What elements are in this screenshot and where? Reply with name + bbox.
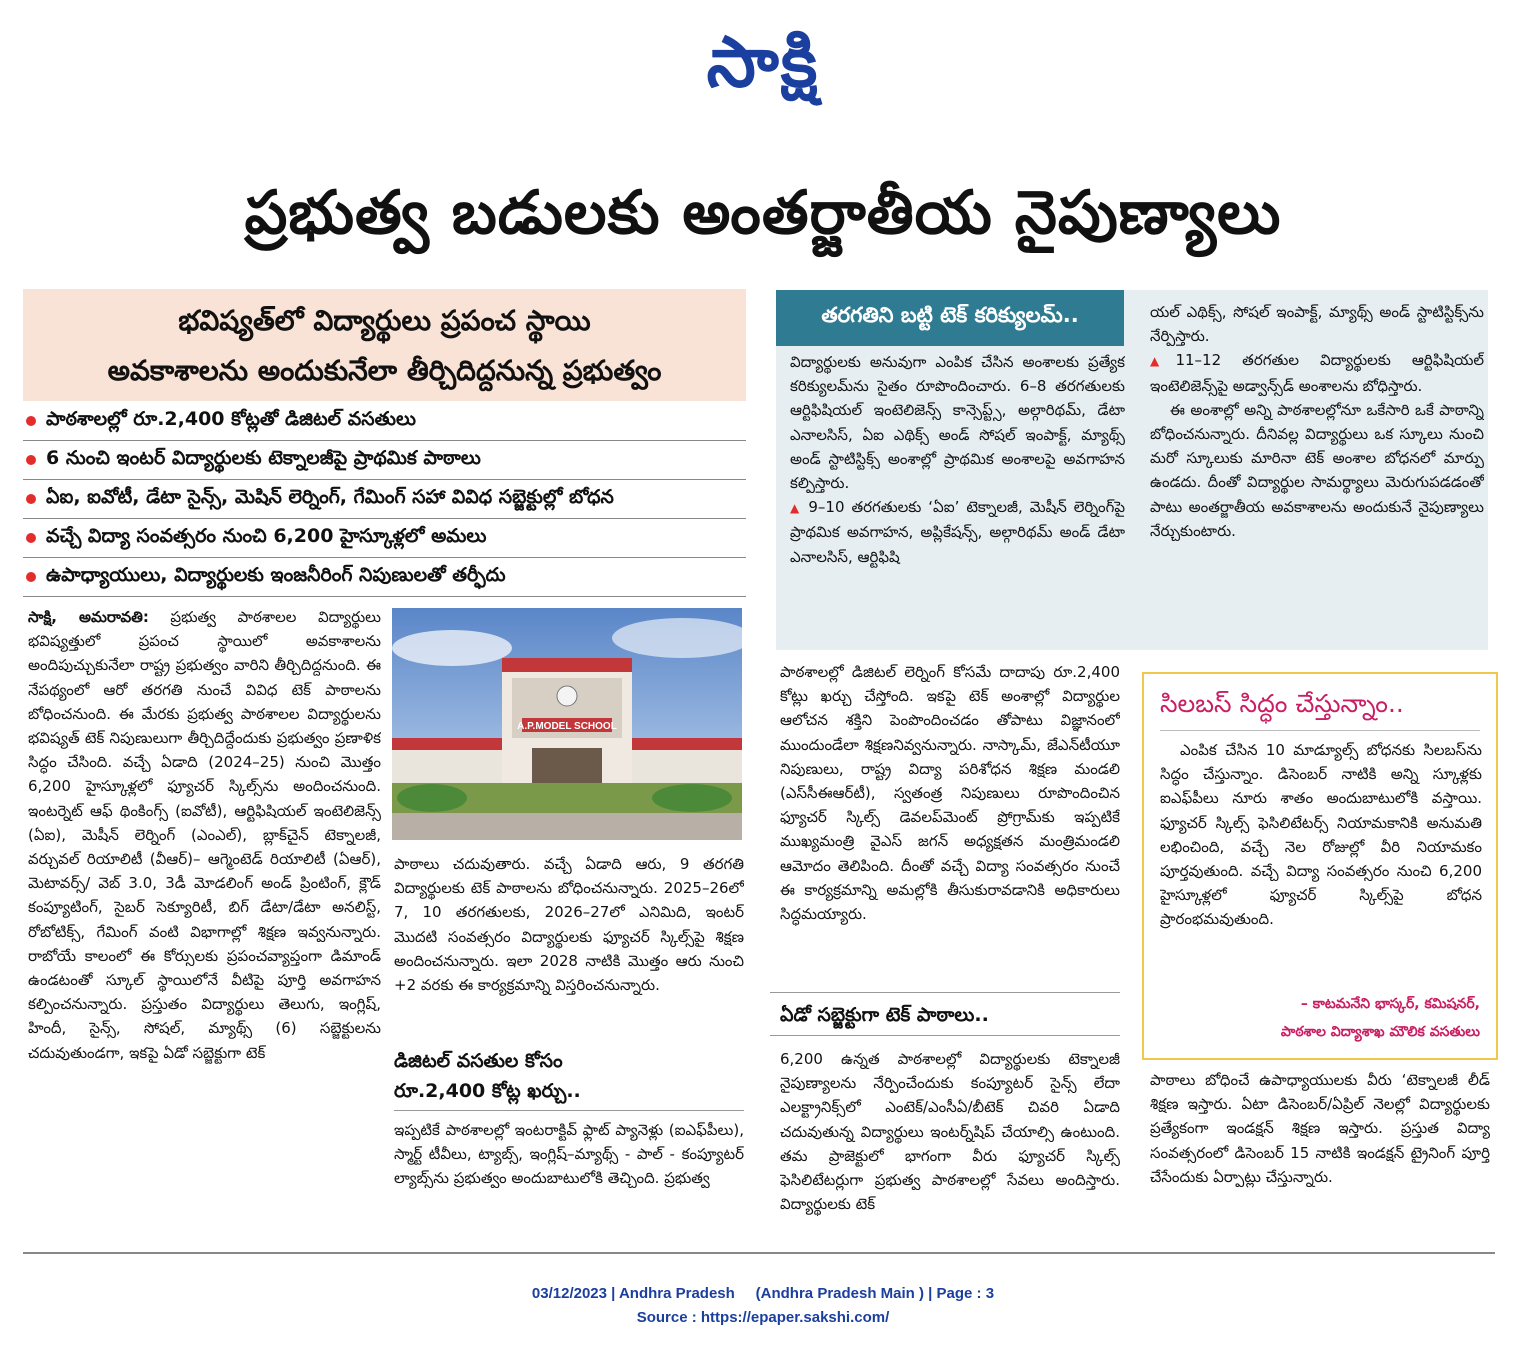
bullet-item <box>23 480 746 519</box>
subheadline-line1: భవిష్యత్‌లో విద్యార్థులు ప్రపంచ స్థాయి <box>178 304 591 337</box>
bullet-dot-icon <box>26 494 36 504</box>
syllabus-title: సిలబస్‌ సిద్ధం చేస్తున్నాం.. <box>1160 689 1404 718</box>
article-column-2 <box>394 852 744 1050</box>
column-1-text: ప్రభుత్వ పాఠశాలల విద్యార్థులు భవిష్యత్తులో ప్రపంచ స్థాయిలో అవకాశాలను అందిపుచ్చుకునేలా రాష్ట్ర ప్రభుత్వం వారిని తీర్చిదిద్దనుంది. ఈ నేపథ్యంలో ఆరో తరగతి నుంచే వివిధ టెక్‌ పాఠాలను బోధించనుంది. ఈ మేరకు ప్రభుత్వ పాఠశాలల విద్యార్థులను భవిష్యత్‌ టెక్‌ నిపుణులుగా తీర్చిదిద్దేందుకు ప్రభుత్వం ప్రణాళిక సిద్ధం చేసింది. వచ్చే ఏడాది (2024–25) నుంచి మొత్తం 6,200 హైస్కూళ్లలో ఫ్యూచర్‌ స్కిల్స్‌ను అందించనుంది. ఇంటర్నెట్‌ ఆఫ్‌ థింకింగ్స్‌ (ఐవోటీ), ఆర్టిఫిషియల్‌ ఇంటెలిజెన్స్‌ (ఏఐ), మెషీన్‌ లెర్నింగ్‌ (ఎంఎల్‌), బ్లాక్‌చైన్‌ టెక్నాలజీ, వర్చువల్‌ రియాలిటీ (వీఆర్‌)– ఆగ్మెంటెడ్‌ రియాలిటీ (ఏఆర్‌), మెటావర్స్‌/ వెబ్‌ 3.0, 3డీ మోడలింగ్‌ అండ్‌ ప్రింటింగ్, క్లౌడ్‌ కంప్యూటింగ్, సైబర్‌ సెక్యూరిటీ, బిగ్‌ డేటా/డేటా అనలిస్ట్, రోబోటిక్స్, గేమింగ్‌ వంటి విభాగాల్లో శిక్షణ ఇవ్వనున్నారు. రాబోయే కాలంలో ఈ కోర్సులకు ప్రపంచవ్యాప్తంగా డిమాండ్‌ ఉండటంతో స్కూల్‌ స్థాయిలోనే వీటిపై పూర్తి అవగాహన కల్పించనున్నారు. ప్రస్తుతం విద్యార్థులు తెలుగు, ఇంగ్లిష్, హిందీ, సైన్స్, సోషల్, మ్యాథ్స్‌ (6) సబ్జెక్టులను చదువుతుండగా, ఇకపై ఏడో సబ్జెక్టుగా టెక్‌ <box>28 608 381 1062</box>
tech-para-5: ఈ అంశాల్లో అన్ని పాఠశాలల్లోనూ ఒకేసారి ఒకే పాఠాన్ని బోధించనున్నారు. దీనివల్ల విద్యార్థులు ఒక స్కూలు నుంచి మరో స్కూలుకు మారినా టెక్‌ అంశాల బోధనలో మార్పు ఉండదు. దీంతో విద్యార్థుల సామర్థ్యాలు మెరుగుపడడంతో పాటు అంతర్జాతీయ అవకాశాలను అందుకునే నైపుణ్యాలు నేర్చుకుంటారు. <box>1150 400 1484 540</box>
digital-facilities-heading <box>394 1046 744 1106</box>
footer-edition-line: 03/12/2023 | Andhra Pradesh (Andhra Pradesh Main ) | Page : 3 <box>531 1285 995 1302</box>
subheadline-line2: అవకాశాలను అందుకునేలా తీర్చిదిద్దనున్న ప్రభుత్వం <box>107 354 662 387</box>
column-3-text: పాఠశాలల్లో డిజిటల్‌ లెర్నింగ్‌ కోసమే దాదాపు రూ.2,400 కోట్లు ఖర్చు చేస్తోంది. ఇకపై టెక్‌ అంశాల్లో విద్యార్థుల ఆలోచన శక్తిని పెంపొందించడం తోపాటు విజ్ఞానంలో ముందుండేలా శిక్షణనివ్వనున్నారు. నాస్కామ్, జేఎన్‌టీయూ నిపుణులు, రాష్ట్ర విద్యా పరిశోధన శిక్షణ మండలి (ఎస్‌సీఈఆర్‌టీ), స్వతంత్ర నిపుణులు రూపొందించిన ఫ్యూచర్‌ స్కిల్స్‌ డెవలప్‌మెంట్‌ ప్రోగ్రామ్‌కు ఇప్పటికే ముఖ్యమంత్రి వైఎస్‌ జగన్‌ అధ్యక్షతన మంత్రిమండలి ఆమోదం తెలిపింది. దీంతో వచ్చే విద్యా సంవత్సరం నుంచే ఈ కార్యక్రమాన్ని అమల్లోకి తీసుకురావడానికి అధికారులు సిద్ధమయ్యారు. <box>780 663 1120 924</box>
article-column-3 <box>780 660 1120 980</box>
tech-curriculum-right-text <box>1150 300 1484 635</box>
signature-line2: పాఠశాల విద్యాశాఖ మౌలిక వసతులు <box>1280 1024 1480 1040</box>
building-sign: A.P.MODEL SCHOOL <box>517 721 617 732</box>
tech-para-3: యల్‌ ఎథిక్స్, సోషల్‌ ఇంపాక్ట్, మ్యాథ్స్‌ అండ్‌ స్టాటిస్టిక్స్‌ను నేర్పిస్తారు. <box>1150 303 1484 346</box>
bullet-text: ఉపాధ్యాయులు, విద్యార్థులకు ఇంజనీరింగ్‌ నిపుణులతో తర్ఫీదు <box>46 563 506 586</box>
column-2-text: పాఠాలు చదువుతారు. వచ్చే ఏడాది ఆరు, 9 తరగతి విద్యార్థులకు టెక్‌ పాఠాలను బోధించనున్నారు. 2025–26లో 7, 10 తరగతులకు, 2026–27లో ఎనిమిది, ఇంటర్‌ మొదటి సంవత్సరం విద్యార్థులకు ఫ్యూచర్‌ స్కిల్స్‌పై శిక్షణ అందించనున్నారు. ఇలా 2028 నాటికి మొత్తం ఆరు నుంచి +2 వరకు ఈ కార్యక్రమాన్ని విస్తరించనున్నారు. <box>394 855 744 995</box>
digital-heading-line2: రూ.2,400 కోట్ల ఖర్చు.. <box>394 1080 581 1102</box>
highlight-bullets <box>23 402 746 597</box>
section-divider <box>770 992 1120 993</box>
triangle-bullet-icon: ▲ <box>790 501 802 516</box>
school-building-illustration <box>392 608 742 840</box>
bullet-item <box>23 519 746 558</box>
article-column-4 <box>1150 1068 1490 1243</box>
seventh-subject-heading: ఏడో సబ్జెక్టుగా టెక్‌ పాఠాలు.. <box>780 1004 989 1026</box>
column-3-text-2: 6,200 ఉన్నత పాఠశాలల్లో విద్యార్థులకు టెక్నాలజీ నైపుణ్యాలను నేర్పించేందుకు కంప్యూటర్‌ సైన్స్‌ లేదా ఎలక్ట్రానిక్స్‌లో ఎంటెక్‌/ఎంసీఏ/బీటెక్‌ చివరి ఏడాది చదువుతున్న విద్యార్థులు ఇంటర్న్‌షిప్‌ చేయాల్సి ఉంటుంది. తమ ప్రాజెక్టులో భాగంగా వీరు ఫ్యూచర్‌ స్కిల్స్‌ ఫెసిలిటేటర్లుగా ప్రభుత్వ పాఠశాలల్లో సేవలు అందిస్తారు. విద్యార్థులకు టెక్‌ <box>780 1050 1120 1214</box>
bullet-dot-icon <box>26 455 36 465</box>
bullet-text: పాఠశాలల్లో రూ.2,400 కోట్లతో డిజిటల్‌ వసతులు <box>46 407 416 430</box>
article-column-2-continued <box>394 1118 744 1243</box>
headline: ప్రభుత్వ బడులకు అంతర్జాతీయ నైపుణ్యాలు <box>244 178 1282 248</box>
bullet-text: ఏఐ, ఐవోటీ, డేటా సైన్స్, మెషిన్‌ లెర్నింగ్, గేమింగ్‌ సహా వివిధ సబ్జెక్టుల్లో బోధన <box>46 485 614 508</box>
footer-source-line: Source : https://epaper.sakshi.com/ <box>636 1309 890 1326</box>
bullet-text: వచ్చే విద్యా సంవత్సరం నుంచి 6,200 హైస్కూళ్లలో అమలు <box>46 524 487 547</box>
tech-curriculum-title: తరగతిని బట్టి టెక్‌ కరిక్యులమ్‌.. <box>776 290 1124 346</box>
triangle-bullet-icon: ▲ <box>1150 354 1176 369</box>
tech-para-4: 11–12 తరగతుల విద్యార్థులకు ఆర్టిఫిషియల్‌ ఇంటెలిజెన్స్‌పై అడ్వాన్స్‌డ్‌ అంశాలను బోధిస్తారు. <box>1150 351 1484 395</box>
syllabus-body: ఎంపిక చేసిన 10 మాడ్యూల్స్‌ బోధనకు సిలబస్‌ను సిద్ధం చేస్తున్నాం. డిసెంబర్‌ నాటికి అన్ని స్కూళ్లకు ఐఎఫ్‌పీలు నూరు శాతం అందుబాటులోకి వస్తాయి. ఫ్యూచర్‌ స్కిల్స్‌ ఫెసిలిటేటర్స్‌ నియామకానికి అనుమతి లభించింది, వచ్చే నెల రోజుల్లో వీరి నియామకం పూర్తవుతుంది. వచ్చే విద్యా సంవత్సరం నుంచి 6,200 హైస్కూళ్లలో ఫ్యూచర్‌ స్కిల్స్‌పై బోధన ప్రారంభమవుతుంది. <box>1160 741 1482 929</box>
syllabus-text <box>1160 738 1482 988</box>
bullet-dot-icon <box>26 416 36 426</box>
tech-para-2: 9–10 తరగతులకు ‘ఏఐ’ టెక్నాలజీ, మెషీన్‌ లెర్నింగ్‌పై ప్రాథమిక అవగాహన, అప్లికేషన్స్, అల్గారిథమ్‌ అండ్‌ డేటా ఎనాలసిస్, ఆర్టిఫిషి <box>790 498 1125 566</box>
bullet-item <box>23 402 746 441</box>
bullet-item <box>23 558 746 597</box>
masthead-logo: సాక్షి <box>706 21 820 103</box>
syllabus-title-underline <box>1160 730 1480 731</box>
article-column-1 <box>28 605 381 1245</box>
signature-line1: – కాటమనేని భాస్కర్, కమిషనర్, <box>1300 996 1480 1012</box>
article-column-3-continued <box>780 1047 1120 1237</box>
tech-para-1: విద్యార్థులకు అనువుగా ఎంపిక చేసిన అంశాలకు ప్రత్యేక కరిక్యులమ్‌ను సైతం రూపొందించారు. 6–8 తరగతులకు ఆర్టిఫిషియల్‌ ఇంటెలిజెన్స్‌ కాన్సెప్ట్స్, అల్గారిథమ్, డేటా ఎనాలసిస్, ఏఐ ఎథిక్స్‌ అండ్‌ సోషల్‌ ఇంపాక్ట్, మ్యాథ్స్‌ అండ్‌ స్టాటిస్టిక్స్‌ అంశాల్లో ప్రాథమిక అంశాలపై అవగాహన కల్పిస్తారు. <box>790 353 1125 493</box>
bullet-item <box>23 441 746 480</box>
digital-heading-line1: డిజిటల్‌ వసతుల కోసం <box>394 1050 563 1072</box>
subheadline-box <box>23 289 746 401</box>
page-footer <box>0 1282 1526 1330</box>
quote-signature <box>1160 990 1480 1046</box>
column-2-text-2: ఇప్పటికే పాఠశాలల్లో ఇంటరాక్టివ్‌ ఫ్లాట్‌ ప్యానెళ్లు (ఐఎఫ్‌పీలు), స్మార్ట్‌ టీవీలు, ట్యాబ్స్, ఇంగ్లిష్‌–మ్యాథ్స్‌ - పాల్‌ - కంప్యూటర్‌ ల్యాబ్స్‌ను ప్రభుత్వం అందుబాటులోకి తెచ్చింది. ప్రభుత్వ <box>394 1121 744 1188</box>
bullet-dot-icon <box>26 572 36 582</box>
section-divider <box>394 1110 744 1111</box>
section-divider <box>770 1035 1120 1036</box>
dateline: సాక్షి, అమరావతి: <box>28 608 149 626</box>
page-bottom-rule <box>23 1252 1495 1254</box>
school-photo <box>392 608 742 840</box>
bullet-text: 6 నుంచి ఇంటర్‌ విద్యార్థులకు టెక్నాలజీపై ప్రాథమిక పాఠాలు <box>46 446 481 469</box>
bullet-dot-icon <box>26 533 36 543</box>
tech-curriculum-left-text <box>790 350 1125 646</box>
column-4-text: పాఠాలు బోధించే ఉపాధ్యాయులకు వీరు ‘టెక్నాలజీ లీడ్‌ శిక్షణ ఇస్తారు. ఏటా డిసెంబర్‌/ఏప్రిల్‌ నెలల్లో విద్యార్థులకు ప్రత్యేకంగా ఇండక్షన్‌ శిక్షణ ఇస్తారు. ప్రస్తుత విద్యా సంవత్సరంలో డిసెంబర్‌ 15 నాటికి ఇండక్షన్‌ ట్రైనింగ్‌ పూర్తి చేసేందుకు ఏర్పాట్లు చేస్తున్నారు. <box>1150 1071 1490 1186</box>
